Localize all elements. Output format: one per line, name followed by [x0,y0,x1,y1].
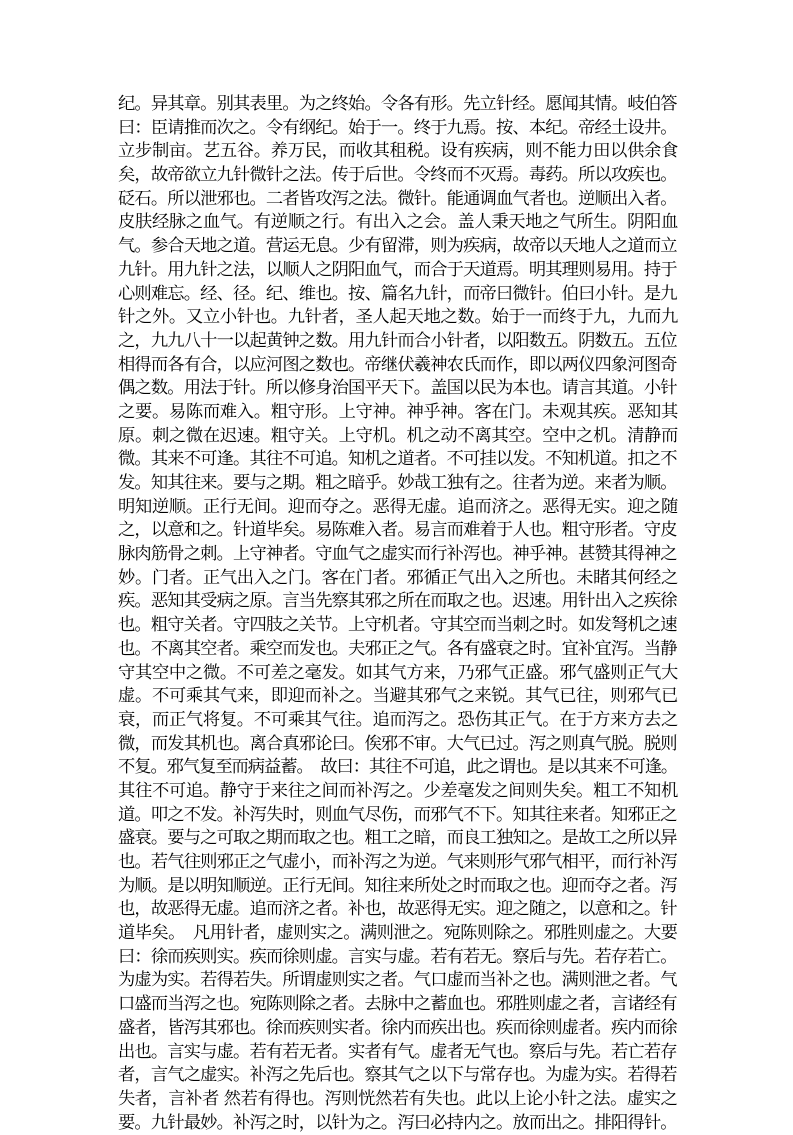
text-line: 九针。用九针之法，以顺人之阴阳血气，而合于天道焉。明其理则易用。持于 [118,259,677,280]
text-line: 为虚为实。若得若失。所谓虚则实之者。气口虚而当补之也。满则泄之者。气 [118,970,677,991]
text-line: 明知逆顺。正行无间。迎而夺之。恶得无虚。追而济之。恶得无实。迎之随 [118,496,678,517]
text-line: 也。粗守关者。守四肢之关节。上守机者。守其空而当刺之时。如发弩机之速 [118,615,677,636]
text-line: 盛者，皆泻其邪也。徐而疾则实者。徐内而疾出也。疾而徐则虚者。疾内而徐 [118,1017,677,1038]
text-line: 其往不可追。静守于来往之间而补泻之。少差毫发之间则失矣。粗工不知机 [118,780,678,801]
text-line: 曰：臣请推而次之。令有纲纪。始于一。终于九焉。按、本纪。帝经土设井。 [118,117,677,138]
text-line: 砭石。所以泄邪也。二者皆攻泻之法。微针。能通调血气者也。逆顺出入者。 [118,188,677,209]
text-line: 立步制亩。艺五谷。养万民，而收其租税。设有疾病，则不能力田以供余食 [118,141,678,162]
text-line: 气。参合天地之道。营运无息。少有留滞，则为疾病，故帝以天地人之道而立 [118,236,677,257]
text-line: 纪。异其章。别其表里。为之终始。令各有形。先立针经。愿闻其情。岐伯答 [118,94,677,114]
text-line: 偶之数。用法于针。所以修身治国平天下。盖国以民为本也。请言其道。小针 [118,378,677,399]
text-line: 要。九针最妙。补泻之时，以针为之。泻曰必持内之。放而出之。排阳得针。 [118,1112,677,1133]
text-line: 者，言气之虚实。补泻之先后也。察其气之以下与常存也。为虚为实。若得若 [118,1065,677,1086]
text-line: 之，九九八十一以起黄钟之数。用九针而合小针者，以阳数五。阴数五。五位 [118,330,677,351]
text-line: 微，而发其机也。离合真邪论曰。俟邪不审。大气已过。泻之则真气脱。脱则 [118,733,677,754]
text-line: 守其空中之微。不可差之毫发。如其气方来，乃邪气正盛。邪气盛则正气大 [118,662,678,683]
text-line: 心则难忘。经、径。纪、维也。按、篇名九针，而帝曰微针。伯曰小针。是九 [118,283,677,304]
text-line: 道。叩之不发。补泻失时，则血气尽伤，而邪气不下。知其往来者。知邪正之 [118,804,677,825]
text-line: 衰，而正气将复。不可乘其气往。追而泻之。恐伤其正气。在于方来方去之 [118,709,678,730]
text-line: 失者，言补者 然若有得也。泻则恍然若有失也。此以上论小针之法。虚实之 [118,1088,678,1109]
text-line: 之要。易陈而难入。粗守形。上守神。神乎神。客在门。未观其疾。恶知其 [118,401,678,422]
text-line: 出也。言实与虚。若有若无者。实者有气。虚者无气也。察后与先。若亡若存 [118,1041,677,1062]
text-line: 也，故恶得无虚。追而济之者。补也，故恶得无实。迎之随之，以意和之。针 [118,899,677,920]
text-line: 为顺。是以明知顺逆。正行无间。知往来所处之时而取之也。迎而夺之者。泻 [118,875,677,896]
text-line: 盛衰。要与之可取之期而取之也。粗工之暗，而良工独知之。是故工之所以异 [118,828,677,849]
text-line: 不复。邪气复至而病益蓄。 故曰：其往不可追，此之谓也。是以其来不可逢。 [118,757,678,778]
text-line: 发。知其往来。要与之期。粗之暗乎。妙哉工独有之。往者为逆。来者为顺。 [118,473,677,493]
text-line: 也。不离其空者。乘空而发也。夫邪正之气。各有盛衰之时。宜补宜泻。当静 [118,638,677,659]
text-line: 虚。不可乘其气来，即迎而补之。当避其邪气之来锐。其气已往，则邪气已 [118,686,678,707]
text-line: 微。其来不可逢。其往不可追。知机之道者。不可挂以发。不知机道。扣之不 [118,449,677,470]
text-line: 道毕矣。 凡用针者，虚则实之。满则泄之。宛陈则除之。邪胜则虚之。大要 [118,923,678,944]
text-line: 曰：徐而疾则实。疾而徐则虚。言实与虚。若有若无。察后与先。若存若亡。 [118,946,677,967]
text-line: 口盛而当泻之也。宛陈则除之者。去脉中之蓄血也。邪胜则虚之者，言诸经有 [118,994,677,1015]
text-line: 相得而各有合，以应河图之数也。帝继伏羲神农氏而作，即以两仪四象河图奇 [118,354,677,375]
text-line: 矣，故帝欲立九针微针之法。传于后世。令终而不灭焉。毒药。所以攻疾也。 [118,165,677,186]
text-line: 也。若气往则邪正之气虚小，而补泻之为逆。气来则形气邪气相平，而行补泻 [118,852,677,872]
text-line: 妙。门者。正气出入之门。客在门者。邪循正气出入之所也。未睹其何经之 [118,567,678,588]
text-line: 针之外。又立小针也。九针者，圣人起天地之数。始于一而终于九，九而九 [118,307,678,328]
text-line: 之，以意和之。针道毕矣。易陈难入者。易言而难着于人也。粗守形者。守皮 [118,520,677,541]
text-line: 原。刺之微在迟速。粗守关。上守机。机之动不离其空。空中之机。清静而 [118,425,678,446]
text-line: 疾。恶知其受病之原。言当先察其邪之所在而取之也。迟速。用针出入之疾徐 [118,591,677,612]
body-text [118,93,678,1135]
text-line: 皮肤经脉之血气。有逆顺之行。有出入之会。盖人秉天地之气所生。阴阳血 [118,212,678,233]
text-line: 脉肉筋骨之刺。上守神者。守血气之虚实而行补泻也。神乎神。甚赞其得神之 [118,544,677,565]
